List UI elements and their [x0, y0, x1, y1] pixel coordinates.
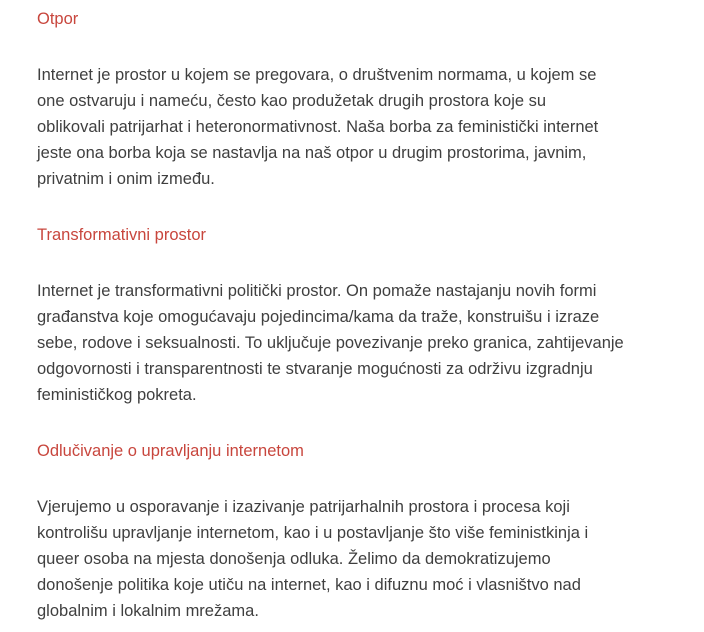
- paragraph-line: Vjerujemo u osporavanje i izazivanje patrijarhalnih prostora i procesa koji: [37, 498, 570, 516]
- paragraph-line: jeste ona borba koja se nastavlja na naš otpor u drugim prostorima, javnim,: [37, 144, 587, 162]
- paragraph-line: one ostvaruju i nameću, često kao produžetak drugih prostora koje su: [37, 92, 547, 110]
- section-paragraph: [37, 494, 677, 624]
- section-otpor: [37, 6, 677, 222]
- section-heading: Otpor: [37, 10, 79, 28]
- paragraph-line: privatnim i onim između.: [37, 170, 215, 188]
- section-paragraph: [37, 62, 677, 192]
- section-paragraph: [37, 278, 677, 408]
- paragraph-line: sebe, rodove i seksualnosti. To uključuje povezivanje preko granica, zahtijevanje: [37, 334, 624, 352]
- section-heading: Odlučivanje o upravljanju internetom: [37, 442, 304, 460]
- section-heading: Transformativni prostor: [37, 226, 207, 244]
- paragraph-line: Internet je transformativni politički prostor. On pomaže nastajanju novih formi: [37, 282, 597, 300]
- paragraph-line: odgovornosti i transparentnosti te stvaranje mogućnosti za održivu izgradnju: [37, 360, 593, 378]
- paragraph-line: Internet je prostor u kojem se pregovara, o društvenim normama, u kojem se: [37, 66, 597, 84]
- paragraph-line: feminističkog pokreta.: [37, 386, 197, 404]
- paragraph-line: queer osoba na mjesta donošenja odluka. Želimo da demokratizujemo: [37, 550, 551, 568]
- paragraph-line: globalnim i lokalnim mrežama.: [37, 602, 259, 620]
- article-content: [37, 6, 677, 624]
- section-odlucivanje: [37, 438, 677, 624]
- paragraph-line: oblikovali patrijarhat i heteronormativnost. Naša borba za feministički internet: [37, 118, 599, 136]
- paragraph-line: kontrolišu upravljanje internetom, kao i u postavljanje što više feministkinja i: [37, 524, 589, 542]
- paragraph-line: donošenje politika koje utiču na internet, kao i difuznu moć i vlasništvo nad: [37, 576, 581, 594]
- section-transformativni-prostor: [37, 222, 677, 438]
- paragraph-line: građanstva koje omogućavaju pojedincima/kama da traže, konstruišu i izraze: [37, 308, 600, 326]
